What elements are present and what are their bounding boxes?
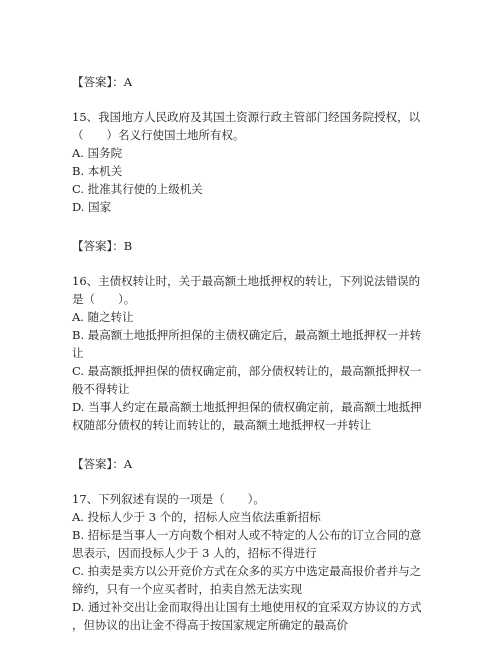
question-17-option-c-line-2: 缔约，只有一个应买者时，拍卖自然无法实现 [72, 582, 302, 596]
question-16-option-a: A. 随之转让 [72, 310, 134, 324]
question-15-stem-line-1: 15、我国地方人民政府及其国土资源行政主管部门经国务院授权，以 [72, 110, 421, 124]
question-16-option-d-line-1: D. 当事人约定在最高额土地抵押担保的债权确定前，最高额土地抵押 [72, 400, 422, 414]
question-17-option-d-line-2: ，但协议的出让金不得高于按国家规定所确定的最高价 [72, 618, 348, 632]
question-16-option-c-line-1: C. 最高额抵押担保的债权确定前，部分债权转让的，最高额抵押权一 [72, 364, 422, 378]
question-17-option-b-line-1: B. 招标是当事人一方向数个相对人或不特定的人公布的订立合同的意 [72, 528, 422, 542]
question-16-option-b-line-1: B. 最高额土地抵押所担保的主债权确定后，最高额土地抵押权一并转 [72, 328, 422, 342]
question-17 [72, 490, 428, 634]
question-16-stem-line-2: 是（ ）。 [72, 292, 136, 306]
answer-line-14: 【答案】：A [72, 75, 133, 89]
question-15-stem-line-2: （ ）名义行使国土地所有权。 [72, 128, 245, 142]
question-15-option-c: C. 批准其行使的上级机关 [72, 182, 203, 196]
answer-line-15: 【答案】：B [72, 239, 133, 253]
question-16-option-b-line-2: 让 [72, 346, 84, 360]
question-17-option-a: A. 投标人少于 3 个的，招标人应当依法重新招标 [72, 510, 321, 524]
question-16-stem-line-1: 16、主债权转让时，关于最高额土地抵押权的转让，下列说法错误的 [72, 274, 421, 288]
question-17-option-c-line-1: C. 拍卖是卖方以公开竞价方式在众多的买方中选定最高报价者并与之 [72, 564, 422, 578]
question-17-option-d-line-1: D. 通过补交出让金而取得出让国有土地使用权的宜采双方协议的方式 [72, 600, 422, 614]
question-15-option-d: D. 国家 [72, 200, 112, 214]
document-body [72, 70, 428, 634]
question-15 [72, 108, 428, 216]
question-15-option-a: A. 国务院 [72, 146, 123, 160]
question-15-option-b: B. 本机关 [72, 164, 123, 178]
question-17-option-b-line-2: 思表示，因而投标人少于 3 人的，招标不得进行 [72, 546, 317, 560]
question-17-stem-line-1: 17、下列叙述有误的一项是（ ）。 [72, 492, 265, 506]
question-16 [72, 272, 428, 434]
question-16-option-d-line-2: 权随部分债权的转让而转让的，最高额土地抵押权一并转让 [72, 418, 371, 432]
answer-line-16: 【答案】：A [72, 457, 133, 471]
question-16-option-c-line-2: 般不得转让 [72, 382, 130, 396]
